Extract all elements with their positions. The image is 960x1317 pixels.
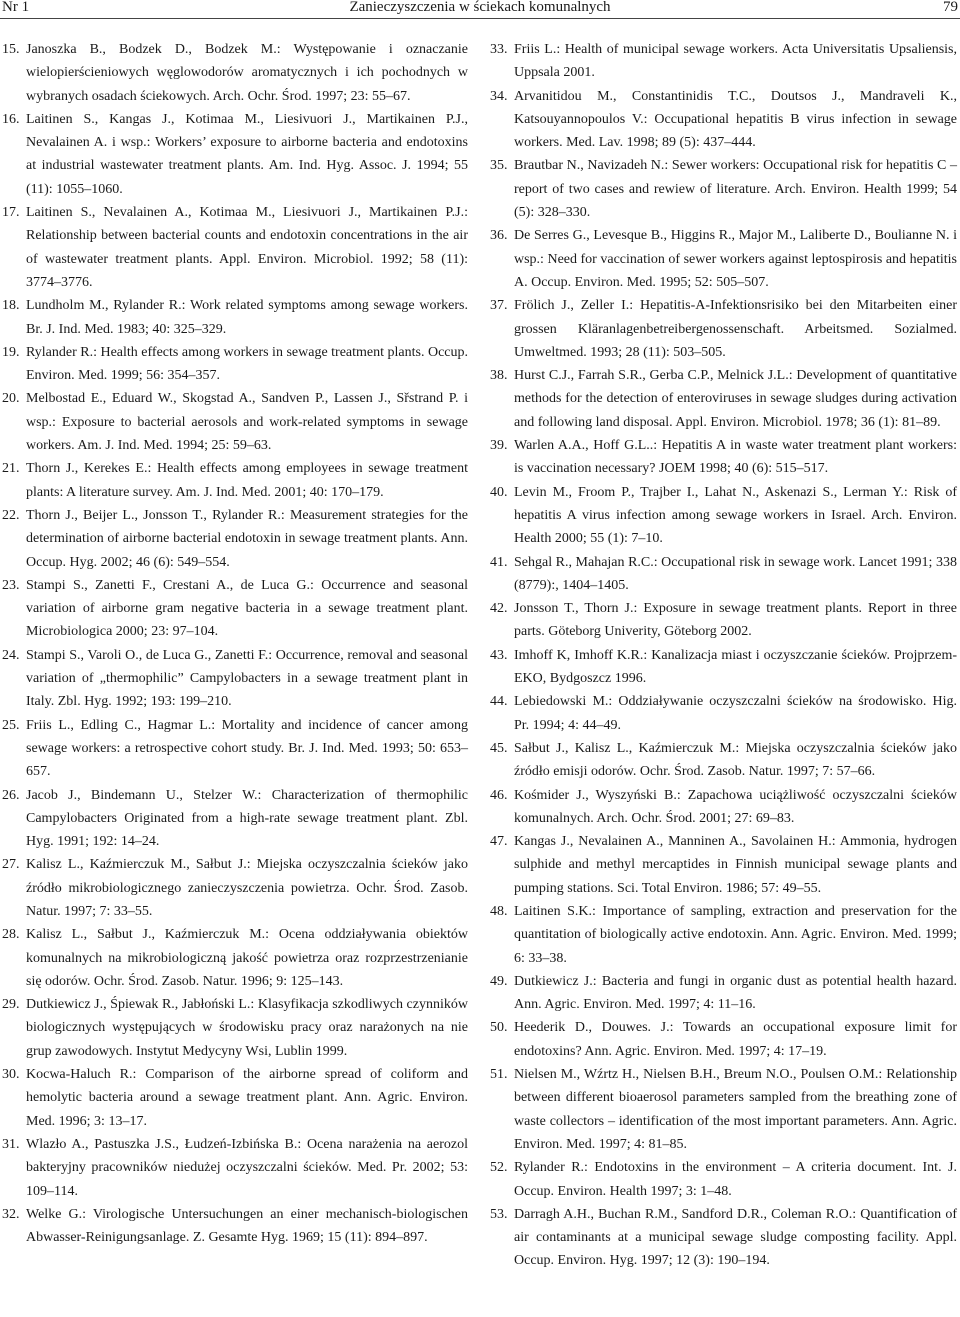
reference-item (490, 900, 957, 970)
reference-item (2, 1203, 468, 1250)
reference-item (490, 1063, 957, 1156)
reference-number: 37. (490, 298, 508, 314)
reference-item (2, 38, 468, 108)
reference-item (490, 830, 957, 900)
reference-item (490, 154, 957, 224)
reference-number: 18. (2, 298, 20, 314)
reference-text: Laitinen S., Nevalainen A., Kotimaa M., Liesivuori J., Martikainen P.J.: Relationship between bacterial counts and endotoxin concentrations in the air of wastewater treatment plants. Appl. Environ. Microbiol. 1992; 58 (11): 3774–3776. (26, 205, 468, 290)
reference-text: Imhoff K, Imhoff K.R.: Kanalizacja miast i oczyszczanie ścieków. Projprzem-EKO, Bydgoszcz 1996. (514, 647, 957, 687)
reference-item (2, 387, 468, 457)
reference-text: Kocwa-Haluch R.: Comparison of the airborne spread of coliform and hemolytic bacteria around a sewage treatment plant. Ann. Agric. Environ. Med. 1996; 3: 13–17. (26, 1067, 468, 1129)
reference-text: Dutkiewicz J.: Bacteria and fungi in organic dust as potential health hazard. Ann. Agric. Environ. Med. 1997; 4: 11–16. (514, 973, 957, 1013)
reference-text: Rylander R.: Endotoxins in the environment – A criteria document. Int. J. Occup. Environ. Health 1997; 3: 1–48. (514, 1160, 957, 1199)
reference-number: 26. (2, 787, 20, 803)
reference-number: 29. (2, 997, 20, 1013)
reference-number: 35. (490, 158, 508, 174)
reference-number: 25. (2, 717, 20, 733)
reference-text: Thorn J., Kerekes E.: Health effects among employees in sewage treatment plants: A literature survey. Am. J. Ind. Med. 2001; 40: 170–179. (26, 461, 468, 500)
reference-item (2, 504, 468, 574)
reference-item (2, 644, 468, 714)
reference-item (2, 993, 468, 1063)
reference-text: Lebiedowski M.: Oddziaływanie oczyszczalni ścieków na środowisko. Hig. Pr. 1994; 4: 44–49. (514, 694, 957, 733)
reference-number: 52. (490, 1160, 508, 1176)
reference-item (490, 597, 957, 644)
reference-item (2, 294, 468, 341)
reference-text: Stampi S., Zanetti F., Crestani A., de Luca G.: Occurrence and seasonal variation of airborne gram negative bacteria in a sewage treatment plant. Microbiologica 2000; 23: 97–104. (26, 577, 468, 640)
reference-text: Arvanitidou M., Constantinidis T.C., Doutsos J., Mandraveli K., Katsouyannopoulos V.: Occupational hepatitis B virus infection in sewage workers. Med. Lav. 1998; 89 (5): 437–444. (514, 88, 957, 151)
reference-item (490, 784, 957, 831)
reference-item (490, 85, 957, 155)
reference-text: Frölich J., Zeller I.: Hepatitis-A-Infektionsrisiko bei den Mitarbeiten einer grossen Kläranlagenbetreibergenossenschaft. Arbeitsmed. Sozialmed. Umweltmed. 1993; 28 (11): 503–505. (514, 298, 957, 360)
page-number: 79 (943, 0, 958, 15)
reference-item (490, 434, 957, 481)
reference-number: 15. (2, 42, 20, 57)
reference-number: 40. (490, 484, 508, 500)
reference-text: Sehgal R., Mahajan R.C.: Occupational risk in sewage work. Lancet 1991; 338 (8779):, 1404–1405. (514, 554, 957, 593)
reference-number: 49. (490, 973, 508, 989)
reference-item (490, 551, 957, 598)
reference-number: 50. (490, 1020, 508, 1036)
reference-item (2, 201, 468, 294)
reference-number: 46. (490, 787, 508, 803)
reference-text: Melbostad E., Eduard W., Skogstad A., Sandven P., Lassen J., Sřstrand P. i wsp.: Exposure to bacterial aerosols and work-related symptoms in sewage workers. Am. J. Ind. Med. 1994; 25: 59–63. (26, 391, 468, 454)
reference-number: 22. (2, 507, 20, 523)
reference-item (490, 364, 957, 434)
reference-number: 38. (490, 368, 508, 384)
reference-text: Thorn J., Beijer L., Jonsson T., Rylander R.: Measurement strategies for the determination of airborne bacterial endotoxin in sewage treatment plants. Ann. Occup. Hyg. 2002; 46 (6): 549–554. (26, 507, 468, 570)
header-rule (0, 18, 960, 19)
reference-text: Sałbut J., Kalisz L., Kaźmierczuk M.: Miejska oczyszczalnia ścieków jako źródło emisji odorów. Ochr. Środ. Zasob. Natur. 1997; 7: 57–66. (514, 740, 957, 780)
reference-text: Hurst C.J., Farrah S.R., Gerba C.P., Melnick J.L.: Development of quantitative methods for the detection of enteroviruses in sewage sludges during activation and following land disposal. Appl. Environ. Microbiol. 1978; 36 (1): 81–89. (514, 368, 957, 430)
reference-text: Jonsson T., Thorn J.: Exposure in sewage treatment plants. Report in three parts. Göteborg Univerity, Göteborg 2002. (514, 601, 957, 640)
reference-text: Friis L., Edling C., Hagmar L.: Mortality and incidence of cancer among sewage workers: a retrospective cohort study. Br. J. Ind. Med. 1993; 50: 653–657. (26, 717, 468, 780)
reference-item (2, 1133, 468, 1203)
reference-item (2, 457, 468, 504)
reference-number: 47. (490, 834, 508, 850)
reference-item (2, 108, 468, 201)
reference-text: De Serres G., Levesque B., Higgins R., Major M., Laliberte D., Boulianne N. i wsp.: Need for vaccination of sewer workers against leptospirosis and hepatitis A. Occup. Environ. Med. 1995; 52: 505–507. (514, 228, 957, 290)
reference-text: Kośmider J., Wyszyński B.: Zapachowa uciążliwość oczyszczalni ścieków komunalnych. Arch. Ochr. Środ. 2001; 27: 69–83. (514, 787, 957, 826)
reference-number: 36. (490, 228, 508, 244)
reference-text: Friis L.: Health of municipal sewage workers. Acta Universitatis Upsaliensis, Uppsala 2001. (514, 42, 957, 81)
journal-title: Zanieczyszczenia w ściekach komunalnych (349, 0, 611, 15)
right-column (490, 38, 957, 1273)
reference-item (490, 1203, 957, 1273)
reference-text: Laitinen S.K.: Importance of sampling, extraction and preservation for the quantitation of biologically active endotoxin. Ann. Agric. Environ. Med. 1999; 6: 33–38. (514, 903, 957, 966)
reference-number: 43. (490, 647, 508, 663)
reference-number: 34. (490, 88, 508, 104)
left-column (2, 38, 468, 1249)
reference-number: 23. (2, 577, 20, 593)
reference-text: Darragh A.H., Buchan R.M., Sandford D.R., Coleman R.O.: Quantification of air contaminants at a municipal sewage sludge composting facility. Appl. Occup. Environ. Hyg. 1997; 12 (3): 190–194. (514, 1206, 957, 1269)
reference-item (490, 737, 957, 784)
reference-number: 17. (2, 205, 20, 221)
reference-number: 41. (490, 554, 508, 570)
reference-number: 27. (2, 857, 20, 873)
reference-text: Wlazło A., Pastuszka J.S., Łudzeń-Izbińska B.: Ocena narażenia na aerozol bakteryjny pracowników niedużej oczyszczalni ścieków. Med. Pr. 2002; 53: 109–114. (26, 1136, 468, 1199)
reference-number: 33. (490, 42, 508, 57)
reference-text: Levin M., Froom P., Trajber I., Lahat N., Askenazi S., Lerman Y.: Risk of hepatitis A virus infection among sewage workers in Israel. Arch. Environ. Health 2000; 55 (1): 7–10. (514, 484, 957, 547)
reference-item (2, 1063, 468, 1133)
reference-item (490, 294, 957, 364)
reference-item (490, 481, 957, 551)
reference-number: 21. (2, 461, 20, 477)
reference-text: Kangas J., Nevalainen A., Manninen A., Savolainen H.: Ammonia, hydrogen sulphide and methyl mercaptides in Finnish municipal sewage plants and pumping stations. Sci. Total Environ. 1986; 57: 49–55. (514, 834, 957, 896)
reference-text: Brautbar N., Navizadeh N.: Sewer workers: Occupational risk for hepatitis C – report of two cases and rewiew of literature. Arch. Environ. Health 1999; 54 (5): 328–330. (514, 158, 957, 221)
reference-item (490, 224, 957, 294)
reference-number: 45. (490, 740, 508, 756)
reference-text: Kalisz L., Sałbut J., Kaźmierczuk M.: Ocena oddziaływania obiektów komunalnych na mikrobiologiczną jakość powietrza oraz rozprzestrzenianie się odorów. Ochr. Środ. Zasob. Natur. 1996; 9: 125–143. (26, 927, 468, 989)
reference-item (490, 1016, 957, 1063)
reference-number: 19. (2, 344, 20, 360)
reference-item (2, 341, 468, 388)
reference-number: 42. (490, 601, 508, 617)
reference-text: Kalisz L., Kaźmierczuk M., Sałbut J.: Miejska oczyszczalnia ścieków jako źródło mikrobiologicznego zanieczyszczenia powietrza. Ochr. Środ. Zasob. Natur. 1997; 7: 33–55. (26, 857, 468, 919)
reference-item (490, 970, 957, 1017)
reference-number: 20. (2, 391, 20, 407)
reference-text: Heederik D., Douwes. J.: Towards an occupational exposure limit for endotoxins? Ann. Agric. Environ. Med. 1997; 4: 17–19. (514, 1020, 957, 1059)
reference-text: Dutkiewicz J., Śpiewak R., Jabłoński L.: Klasyfikacja szkodliwych czynników biologicznych występujących w środowisku pracy oraz narażonych na nie grup zawodowych. Instytut Medycyny Wsi, Lublin 1999. (26, 997, 468, 1059)
reference-item (2, 923, 468, 993)
reference-number: 16. (2, 111, 20, 127)
reference-text: Lundholm M., Rylander R.: Work related symptoms among sewage workers. Br. J. Ind. Med. 1983; 40: 325–329. (26, 298, 468, 337)
reference-item (2, 784, 468, 854)
reference-item (490, 38, 957, 85)
reference-text: Laitinen S., Kangas J., Kotimaa M., Liesivuori J., Martikainen P.J., Nevalainen A. i wsp.: Workers’ exposure to airborne bacteria and endotoxins at industrial wastewater treatment plants. Am. Ind. Hyg. Assoc. J. 1994; 55 (11): 1055–1060. (26, 111, 468, 197)
reference-number: 30. (2, 1067, 20, 1083)
reference-number: 32. (2, 1206, 20, 1222)
reference-text: Janoszka B., Bodzek D., Bodzek M.: Występowanie i oznaczanie wielopierścieniowych węglowodorów aromatycznych i ich pochodnych w wybranych osadach ściekowych. Arch. Ochr. Środ. 1997; 23: 55–67. (26, 42, 468, 104)
reference-item (490, 644, 957, 691)
reference-text: Warlen A.A., Hoff G.L..: Hepatitis A in waste water treatment plant workers: is vaccination necessary? JOEM 1998; 40 (6): 515–517. (514, 438, 957, 477)
reference-item (2, 714, 468, 784)
reference-text: Nielsen M., Wźrtz H., Nielsen B.H., Breum N.O., Poulsen O.M.: Relationship between different bioaerosol parameters sampled from the breathing zone of waste collectors – identification of the most important parameters. Ann. Agric. Environ. Med. 1997; 4: 81–85. (514, 1067, 957, 1152)
reference-number: 24. (2, 647, 20, 663)
reference-number: 51. (490, 1067, 508, 1083)
reference-number: 28. (2, 927, 20, 943)
reference-number: 39. (490, 438, 508, 454)
reference-number: 48. (490, 903, 508, 919)
reference-number: 31. (2, 1136, 20, 1152)
reference-number: 53. (490, 1206, 508, 1222)
reference-number: 44. (490, 694, 508, 710)
issue-number: Nr 1 (2, 0, 30, 15)
reference-item (490, 690, 957, 737)
reference-item (2, 574, 468, 644)
reference-item (2, 853, 468, 923)
reference-text: Welke G.: Virologische Untersuchungen an einer mechanisch-biologischen Abwasser-Reinigungsanlage. Z. Gesamte Hyg. 1969; 15 (11): 894–897. (26, 1206, 468, 1246)
reference-text: Rylander R.: Health effects among workers in sewage treatment plants. Occup. Environ. Med. 1999; 56: 354–357. (26, 344, 468, 384)
reference-text: Stampi S., Varoli O., de Luca G., Zanetti F.: Occurrence, removal and seasonal variation of „thermophilic” Campylobacters in a sewage treatment plant in Italy. Zbl. Hyg. 1992; 193: 199–210. (26, 647, 468, 710)
reference-text: Jacob J., Bindemann U., Stelzer W.: Characterization of thermophilic Campylobacters Originated from a high-rate sewage treatment plant. Zbl. Hyg. 1991; 192: 14–24. (26, 787, 468, 850)
reference-item (490, 1156, 957, 1203)
